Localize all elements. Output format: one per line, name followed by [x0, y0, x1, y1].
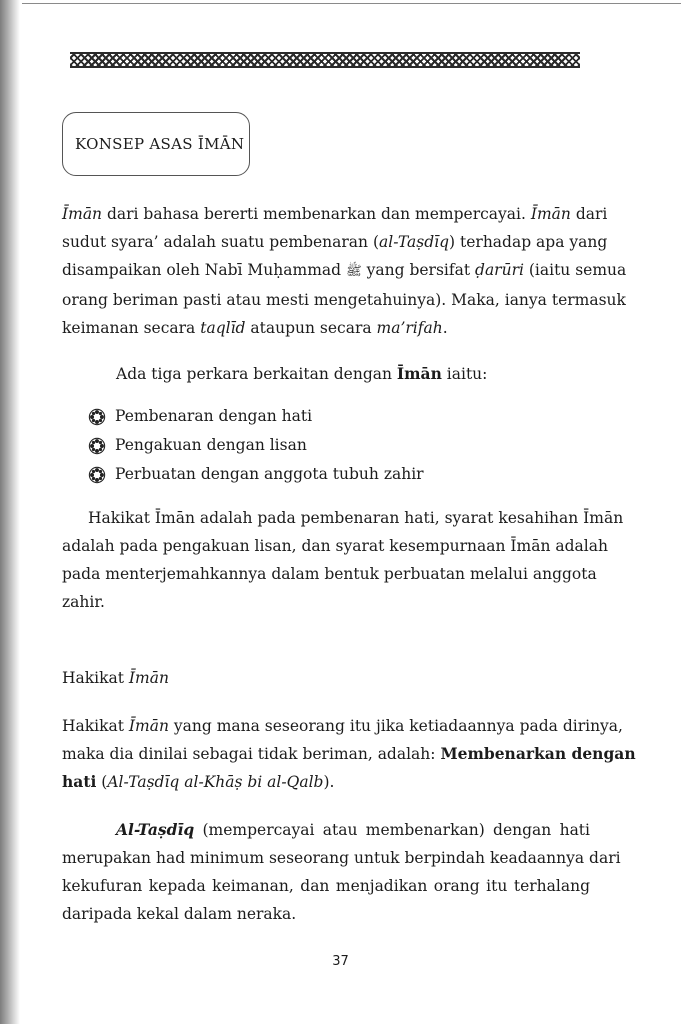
- text-run: .: [442, 319, 448, 337]
- marifah-term: ma’rifah: [376, 319, 443, 337]
- tasdiq-term: al-Taṣdīq: [379, 233, 450, 251]
- page-edge-rule: [22, 3, 681, 4]
- book-spine-shadow: [0, 0, 20, 1024]
- intro-line: [62, 314, 590, 342]
- taqlid-term: taqlīd: [200, 319, 246, 337]
- tasdiq-paragraph: [62, 816, 621, 928]
- text-run: yang bersifat: [361, 261, 476, 279]
- chapter-heading-box: [62, 112, 250, 176]
- text-run: ).: [323, 773, 335, 791]
- tasdiq-line: daripada kekal dalam neraka.: [62, 905, 297, 923]
- list-item-label: Pengakuan dengan lisan: [115, 436, 307, 454]
- text-run: keimanan secara: [62, 319, 201, 337]
- text-run: dari bahasa bererti membenarkan dan mempercayai.: [102, 205, 531, 223]
- decorative-border-band: [70, 52, 580, 68]
- text-run: maka dia dinilai sebagai tidak beriman, adalah:: [62, 745, 441, 763]
- hakikat-line: pada menterjemahkannya dalam bentuk perbuatan melalui anggota: [62, 565, 597, 583]
- text-run: iaitu:: [441, 365, 488, 383]
- intro-line: [62, 256, 627, 286]
- text-run: (: [96, 773, 108, 791]
- intro-line: orang beriman pasti atau mesti mengetahuinya). Maka, ianya termasuk: [62, 291, 626, 309]
- tasdiq-line: merupakan had minimum seseorang untuk berpindah keadaannya dari: [62, 849, 621, 867]
- iman-term: Īmān: [530, 205, 571, 223]
- daruri-term: ḍarūri: [475, 261, 524, 279]
- definition-line: [62, 768, 590, 796]
- three-things-line: [116, 360, 596, 388]
- text-run: ) terhadap apa yang: [449, 233, 608, 251]
- arabic-term: Al-Taṣdīq al-Khāṣ bi al-Qalb: [107, 773, 324, 791]
- definition-line: [62, 740, 636, 768]
- text-run: (mempercayai atau membenarkan) dengan hati: [194, 821, 590, 839]
- list-item-label: Perbuatan dengan anggota tubuh zahir: [115, 465, 424, 483]
- definition-line: [62, 712, 623, 740]
- text-run: dari: [570, 205, 608, 223]
- flower-bullet-icon: [88, 437, 106, 455]
- iman-term: Īmān: [128, 717, 169, 735]
- intro-paragraph: [62, 200, 627, 342]
- text-run: Hakikat: [62, 669, 129, 687]
- bold-phrase: Membenarkan dengan: [440, 744, 636, 763]
- text-run: Hakikat: [62, 717, 129, 735]
- iman-components-list: [88, 402, 424, 489]
- hakikat-line: adalah pada pengakuan lisan, dan syarat kesempurnaan Īmān adalah: [62, 537, 608, 555]
- text-run: sudut syara’ adalah suatu pembenaran (: [62, 233, 380, 251]
- page-number: 37: [332, 954, 349, 969]
- salawat-glyph: ﷺ: [345, 264, 362, 279]
- iman-term: Īmān: [128, 669, 169, 687]
- list-item: [88, 460, 424, 489]
- bold-phrase: hati: [62, 772, 97, 791]
- intro-line: [62, 228, 608, 256]
- iman-term: Īmān: [62, 205, 103, 223]
- text-run: (iaitu semua: [523, 261, 627, 279]
- text-run: Ada tiga perkara berkaitan dengan: [116, 365, 397, 383]
- flower-bullet-icon: [88, 466, 106, 484]
- list-item-label: Pembenaran dengan hati: [115, 407, 313, 425]
- iman-bold: Īmān: [396, 364, 442, 383]
- text-run: yang mana seseorang itu jika ketiadaannya pada dirinya,: [168, 717, 623, 735]
- intro-line: [62, 200, 608, 228]
- definition-paragraph: [62, 712, 636, 796]
- text-run: ataupun secara: [245, 319, 377, 337]
- list-item: [88, 402, 424, 431]
- list-item: [88, 431, 424, 460]
- tasdiq-line: [62, 816, 590, 844]
- hakikat-line: Hakikat Īmān adalah pada pembenaran hati, syarat kesahihan Īmān: [88, 509, 624, 527]
- chapter-heading: KONSEP ASAS ĪMĀN: [75, 135, 245, 153]
- hakikat-line: zahir.: [62, 593, 105, 611]
- hakikat-paragraph: [62, 504, 624, 616]
- tasdiq-line: kekufuran kepada keimanan, dan menjadikan orang itu terhalang: [62, 877, 590, 895]
- tasdiq-term: Al-Taṣdīq: [116, 820, 195, 839]
- text-run: disampaikan oleh Nabī Muḥammad: [62, 261, 346, 279]
- section-subheading: [62, 664, 169, 692]
- flower-bullet-icon: [88, 408, 106, 426]
